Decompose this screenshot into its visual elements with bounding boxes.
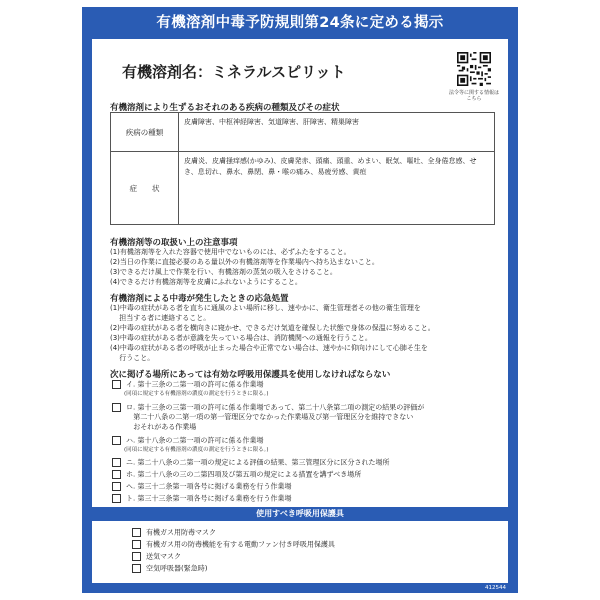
ppe-checkbox[interactable]: [132, 540, 141, 549]
emergency-line: (1)中毒の症状がある者を直ちに通風のよい場所に移し、速やかに、衛生管理者その他の衛生管理を: [110, 304, 421, 312]
handling-item: (3)できるだけ風上で作業を行い、有機溶剤の蒸気の吸入をさけること。: [110, 268, 337, 276]
ppe-checkbox[interactable]: [132, 564, 141, 573]
ppe-checkbox[interactable]: [132, 552, 141, 561]
disease-table: [110, 112, 495, 225]
solvent-name: 有機溶剤名：ミネラルスピリット: [122, 63, 346, 81]
qr-code-icon[interactable]: [457, 52, 491, 86]
location-checkbox[interactable]: [112, 494, 121, 503]
emergency-line: (2)中毒の症状がある者を横向きに寝かせ、できるだけ気道を確保した状態で身体の保温に努めること。: [110, 324, 435, 332]
handling-item: (4)できるだけ有機溶剤等を皮膚にふれないようにすること。: [110, 278, 302, 286]
disease-type-text: 皮膚障害、中枢神経障害、気道障害、肝障害、精巣障害: [184, 118, 359, 126]
location-checkbox[interactable]: [112, 482, 121, 491]
location-checkbox[interactable]: [112, 470, 121, 479]
disease-type-label: 疾病の種類: [111, 113, 179, 151]
emergency-line: (3)中毒の症状がある者が意識を失っている場合は、消防機関への通報を行うこと。: [110, 334, 372, 342]
ppe-item: 有機ガス用の防毒機能を有する電動ファン付き呼吸用保護具: [132, 540, 335, 550]
location-checkbox[interactable]: [112, 458, 121, 467]
product-code: 412544: [485, 585, 506, 591]
location-checkbox[interactable]: [112, 380, 121, 389]
location-checkbox[interactable]: [112, 436, 121, 445]
disease-heading: 有機溶剤により生ずるおそれのある疾病の種類及びその症状: [110, 103, 340, 113]
handling-item: (1)有機溶剤等を入れた容器で使用中でないものには、必ずふたをすること。: [110, 248, 351, 256]
table-row: [111, 152, 494, 224]
ppe-checkbox[interactable]: [132, 528, 141, 537]
location-item-ho: ホ. 第二十八条の三の二第四項及び第五項の規定による措置を講ずべき場所: [112, 470, 361, 480]
handling-heading: 有機溶剤等の取扱い上の注意事項: [110, 238, 238, 248]
ppe-item: 有機ガス用防毒マスク: [132, 528, 216, 538]
respirator-heading: 次に掲げる場所にあっては有効な呼吸用保護具を使用しなければならない: [110, 370, 391, 380]
emergency-heading: 有機溶剤による中毒が発生したときの応急処置: [110, 294, 289, 304]
qr-caption: 法令等に関する情報はこちら: [448, 90, 499, 102]
symptom-text: 皮膚炎、皮膚掻痒感(かゆみ)、皮膚発赤、頭痛、頭重、めまい、眠気、嘔吐、全身倦怠感、せき、息切れ、鼻水、鼻閉、鼻・喉の痛み、易疲労感、黄疸: [184, 157, 477, 176]
emergency-line: (4)中毒の症状がある者の呼吸が止まった場合や正常でない場合は、速やかに仰向けにして心肺そ生を: [110, 344, 428, 352]
location-item-ha: ハ. 第十八条の二第一項の許可に係る作業場 (同項に規定する有機溶剤の濃度の測定を行うときに限る。): [112, 436, 269, 455]
sign-title: 有機溶剤中毒予防規則第24条に定める掲示: [156, 15, 444, 31]
location-item-i: イ. 第十三条の二第一項の許可に係る作業場 (同項に規定する有機溶剤の濃度の測定を行うときに限る。): [112, 380, 269, 399]
table-row: [111, 113, 494, 152]
location-item-ro: ロ. 第十三条の三第一項の許可に係る作業場であって、第二十八条第二項の測定の結果の評価が: [112, 403, 424, 413]
handling-item: (2)当日の作業に直接必要のある量以外の有機溶剤等を作業場内へ持ち込まないこと。: [110, 258, 379, 266]
sign-body: [92, 39, 508, 583]
ppe-heading: 使用すべき呼吸用保護具: [92, 507, 508, 521]
location-checkbox[interactable]: [112, 403, 121, 412]
location-item-ni: ニ. 第二十八条の二第一項の規定による評価の結果、第三管理区分に区分された場所: [112, 458, 389, 468]
location-item-to: ト. 第三十三条第一項各号に掲げる業務を行う作業場: [112, 494, 291, 504]
emergency-line: 行うこと。: [110, 354, 155, 362]
ppe-item: 送気マスク: [132, 552, 181, 562]
location-item-he: ヘ. 第三十二条第一項各号に掲げる業務を行う作業場: [112, 482, 291, 492]
location-item-ro-cont: おそれがある作業場: [124, 423, 197, 431]
location-item-ro-cont: 第二十八条の二第一項の第一管理区分でなかった作業場及び第一管理区分を維持できない: [124, 413, 414, 421]
symptom-label: 症 状: [111, 152, 179, 224]
sign-board: [82, 7, 518, 593]
emergency-line: 担当する者に連絡すること。: [110, 314, 211, 322]
ppe-item: 空気呼吸器(緊急時): [132, 564, 207, 574]
